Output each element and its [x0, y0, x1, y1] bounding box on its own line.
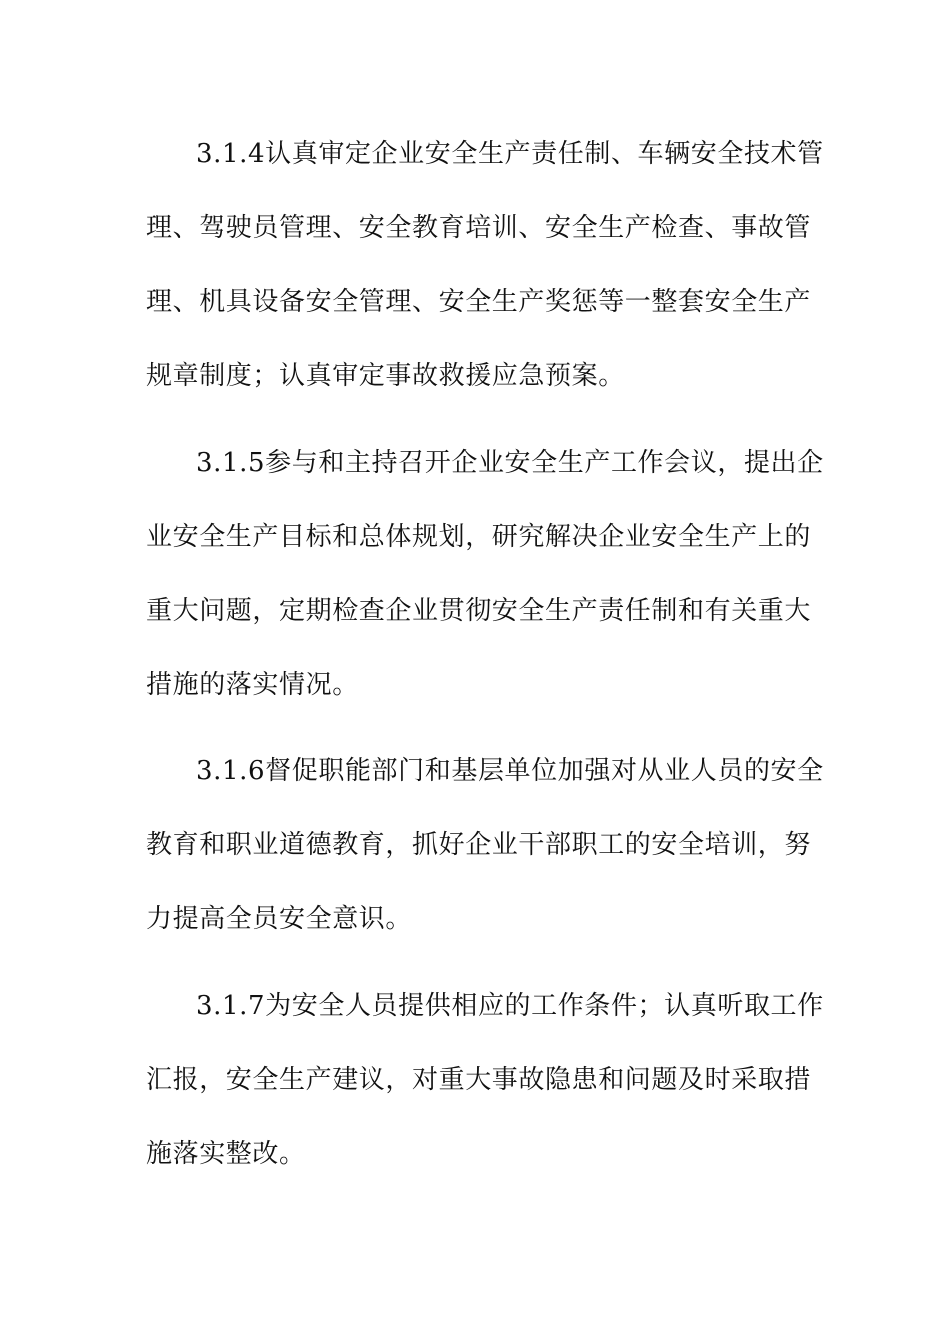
paragraph-line: 教育和职业道德教育，抓好企业干部职工的安全培训，努: [146, 830, 812, 860]
paragraph-line: 汇报，安全生产建议，对重大事故隐患和问题及时采取措: [146, 1065, 812, 1095]
paragraph-line: 3.1.6督促职能部门和基层单位加强对从业人员的安全: [196, 756, 824, 786]
paragraph-line: 3.1.5参与和主持召开企业安全生产工作会议，提出企: [196, 448, 824, 478]
paragraph-line: 3.1.7为安全人员提供相应的工作条件；认真听取工作: [196, 991, 824, 1021]
paragraph-line: 重大问题，定期检查企业贯彻安全生产责任制和有关重大: [146, 596, 812, 626]
paragraph-line: 规章制度；认真审定事故救援应急预案。: [146, 361, 625, 391]
paragraph-line: 业安全生产目标和总体规划，研究解决企业安全生产上的: [146, 522, 812, 552]
paragraph-line: 理、机具设备安全管理、安全生产奖惩等一整套安全生产: [146, 287, 812, 317]
paragraph-line: 3.1.4认真审定企业安全生产责任制、车辆安全技术管: [196, 139, 824, 169]
paragraph-line: 力提高全员安全意识。: [146, 904, 413, 934]
paragraph-line: 措施的落实情况。: [146, 670, 359, 700]
paragraph-line: 理、驾驶员管理、安全教育培训、安全生产检查、事故管: [146, 213, 812, 243]
paragraph-line: 施落实整改。: [146, 1139, 306, 1169]
